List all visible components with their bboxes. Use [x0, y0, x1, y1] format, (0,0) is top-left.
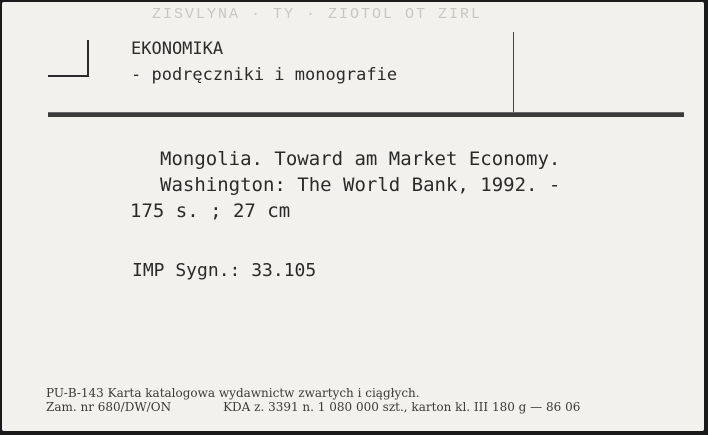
vertical-rule — [513, 32, 514, 112]
footer-order-number: Zam. nr 680/DW/ON — [46, 400, 172, 414]
corner-mark-horizontal — [48, 75, 89, 77]
subject-line-1: EKONOMIKA — [131, 39, 224, 59]
corner-mark-vertical — [87, 40, 89, 76]
footer-line-2 — [46, 400, 580, 414]
footer-line-1: PU-B-143 Karta katalogowa wydawnictw zwartych i ciągłych. — [46, 386, 420, 400]
horizontal-rule — [48, 112, 684, 117]
entry-line-2: Washington: The World Bank, 1992. - — [160, 174, 561, 196]
entry-line-3: 175 s. ; 27 cm — [130, 200, 291, 222]
entry-line-1: Mongolia. Toward am Market Economy. — [160, 148, 561, 170]
bibliographic-entry — [130, 146, 560, 224]
subject-heading — [131, 36, 397, 88]
catalog-card — [2, 2, 704, 431]
card-footer — [46, 386, 580, 414]
bleed-through-text: ZISVLYNA · TY · ZIOTOL OT ZIRL — [152, 6, 483, 23]
subject-line-2: - podręczniki i monografie — [131, 65, 398, 85]
footer-print-info: KDA z. 3391 n. 1 080 000 szt., karton kl. III 180 g — 86 06 — [223, 400, 581, 414]
call-number: IMP Sygn.: 33.105 — [132, 260, 317, 281]
